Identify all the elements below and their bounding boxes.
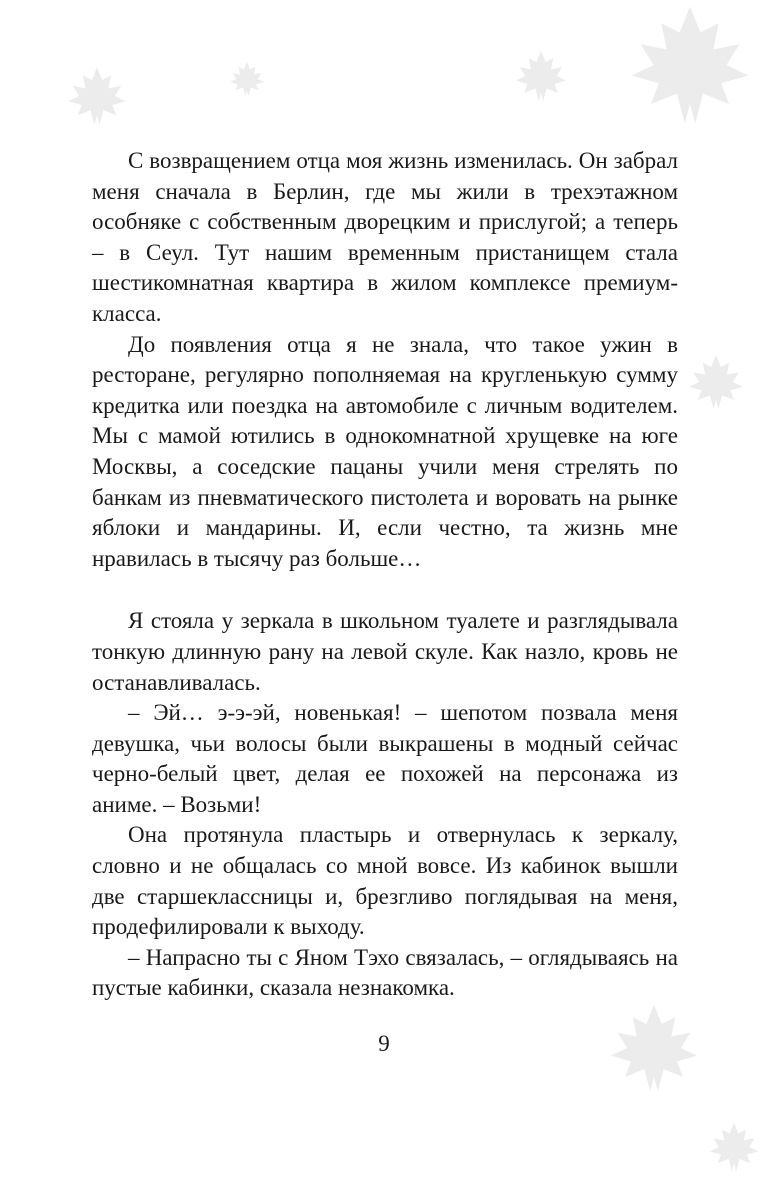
section-break [92,574,678,606]
paragraph: – Эй… э-э-эй, новенькая! – шепотом позвала меня девушка, чьи волосы были выкрашены в модный сейчас черно-белый цвет, делая ее похожей на персонажа из аниме. – Возьми! [92,700,678,817]
paragraph: Я стояла у зеркала в школьном туалете и разглядывала тонкую длинную рану на левой скуле. Как назло, кровь не останавливалась. [92,608,678,695]
maple-leaf-icon [686,350,746,414]
paragraph: – Напрасно ты с Яном Тэхо связалась, – оглядываясь на пустые кабинки, сказала незнакомка. [92,944,678,1001]
maple-leaf-icon [704,1120,764,1174]
maple-leaf-icon [60,64,134,128]
paragraph: С возвращением отца моя жизнь изменилась. Он забрал меня сначала в Берлин, где мы жили в трехэтажном особняке с собственным дворецким и прислугой; а теперь – в Сеул. Тут нашим временным пристанищем стала шестикомнатная квартира в жилом комплексе премиум-класса. [92,148,678,326]
maple-leaf-icon [510,48,572,104]
body-text [92,146,678,1004]
paragraph: До появления отца я не знала, что такое ужин в ресторане, регулярно пополняемая на кругленькую сумму кредитка или поездка на автомобиле с личным водителем. Мы с мамой ютились в однокомнатной хрущевке на юге Москвы, а соседские пацаны учили меня стрелять по банкам из пневматического пистолета и воровать на рынке яблоки и мандарины. И, если честно, та жизнь мне нравилась в тысячу раз больше… [92,331,678,571]
maple-leaf-icon [226,60,268,98]
paragraph: Она протянула пластырь и отвернулась к зеркалу, словно и не общалась со мной вовсе. Из кабинок вышли две старшеклассницы и, брезгливо поглядывая на меня, продефилировали к выходу. [92,822,678,940]
page-number: 9 [378,1031,390,1056]
maple-leaf-icon [612,0,768,130]
